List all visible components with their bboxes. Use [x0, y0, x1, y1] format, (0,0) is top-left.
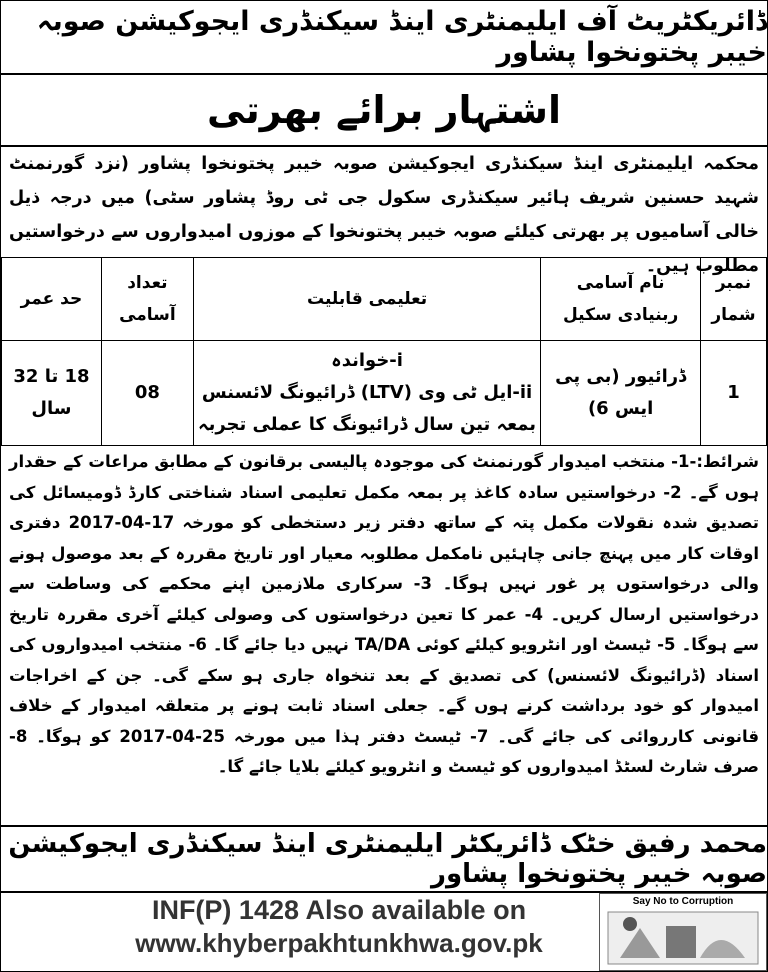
terms-paragraph: شرائط:-1- منتخب امیدوار گورنمنٹ کی موجودہ پالیسی برقانون کے مطابق مراعات کے حقدار ہوں گے۔ 2- درخواستیں سادہ کاغذ پر بمعہ مکمل تعلیمی اسناد شناختی کارڈ ڈومیسائل کی تصدیق شدہ نقولات مکمل پتہ کے ساتھ دفتر زیر دستخطی کو مورخہ 17-04-2017 دفتری اوقات کار میں پہنچ جانی چاہئیں نامکمل مطلوبہ معیار اور تاریخ مقررہ کے بعد موصول ہونے والی درخواستوں پر غور نہیں ہوگا۔ 3- سرکاری ملازمین اپنے محکمے کی وساطت سے درخواستیں ارسال کریں۔ 4- عمر کا تعین درخواستوں کی وصولی کیلئے آخری مقررہ تاریخ سے ہوگا۔ 5- ٹیسٹ اور انٹرویو کیلئے کوئی TA/DA نہیں دیا جائے گا۔ 6- منتخب امیدواروں کی اسناد (ڈرائیونگ لائسنس) کی تصدیق کے بعد تنخواہ جاری ہو سکے گی۔ جن کے اخراجات امیدوار کو خود برداشت کرنے ہوں گے۔ جعلی اسناد ثابت ہونے پر متعلقہ امیدوار کے خلاف قانونی کارروائی کی جائے گی۔ 7- ٹیسٹ دفتر ہذا میں مورخہ 25-04-2017 کو ہوگا۔ 8- صرف شارٹ لسٹڈ امیدواروں کو ٹیسٹ و انٹرویو کیلئے بلایا جائے گا۔ [9, 452, 760, 776]
qualification-literate: i-خواندہ [331, 350, 403, 371]
cell-age: 18 تا 32 سال [2, 341, 102, 446]
header-count: تعداد آسامی [101, 258, 193, 341]
cell-qualification [193, 341, 540, 446]
cell-serial: 1 [701, 341, 767, 446]
directorate-header: ڈائریکٹریٹ آف ایلیمنٹری اینڈ سیکنڈری ایجوکیشن صوبہ خیبر پختونخوا پشاور [1, 1, 767, 75]
advertisement-title: اشتہار برائے بھرتی [1, 75, 767, 147]
footer-inf-number: INF(P) 1428 Also available on [151, 895, 527, 925]
header-age: حد عمر [2, 258, 102, 341]
footer-website: www.khyberpakhtunkhwa.gov.pk [135, 928, 543, 958]
header-post: نام آسامی ربنیادی سکیل [541, 258, 701, 341]
header-serial: نمبر شمار [701, 258, 767, 341]
vacancy-table [1, 257, 767, 446]
footer-info [89, 893, 589, 971]
header-qualification: تعلیمی قابلیت [193, 258, 540, 341]
cell-post: ڈرائیور (بی پی ایس 6) [541, 341, 701, 446]
table-header-row [2, 258, 767, 341]
cell-count: 08 [101, 341, 193, 446]
table-row [2, 341, 767, 446]
signature-line: محمد رفیق خٹک ڈائریکٹر ایلیمنٹری اینڈ سیکنڈری ایجوکیشن صوبہ خیبر پختونخوا پشاور [1, 825, 767, 893]
intro-paragraph: محکمہ ایلیمنٹری اینڈ سیکنڈری ایجوکیشن صوبہ خیبر پختونخوا پشاور (نزد گورنمنٹ شہید حسنین شریف ہائیر سیکنڈری سکول جی ٹی روڈ پشاور سٹی) میں درجہ ذیل خالی آسامیوں پر بھرتی کیلئے صوبہ خیبر پختونخوا کے موزوں امیدواروں سے درخواستیں مطلوب ہیں۔ [9, 154, 759, 276]
qualification-licence: ii-ایل ٹی وی (LTV) ڈرائیونگ لائسنس بمعہ تین سال ڈرائیونگ کا عملی تجربہ [198, 382, 537, 435]
logo-slogan: Say No to Corruption [632, 896, 734, 907]
logo-emblem-icon [600, 894, 766, 970]
anti-corruption-logo [599, 893, 767, 971]
